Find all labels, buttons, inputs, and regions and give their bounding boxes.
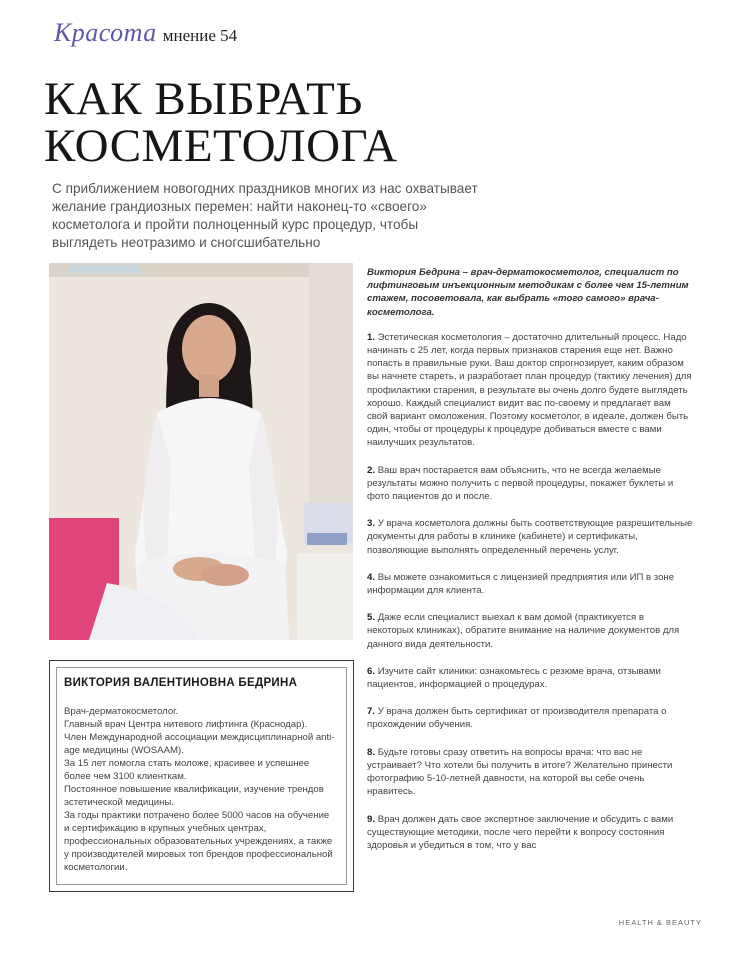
article-point [367, 331, 693, 450]
point-number: 1. [367, 331, 376, 343]
section-subtitle: мнение 54 [162, 26, 238, 45]
article-point [367, 464, 693, 504]
point-text: У врача должен быть сертификат от производителя препарата о прохождении обучения. [367, 706, 667, 731]
point-number: 7. [367, 706, 376, 718]
point-number: 5. [367, 612, 376, 624]
article-point [367, 705, 693, 731]
point-number: 3. [367, 518, 376, 530]
article-point [367, 571, 693, 597]
article-lead: С приближением новогодних праздников многих из нас охватывает желание грандиозных перемен: найти наконец-то «своего» косметолога и пройти полноценный курс процедур, чтобы выглядеть неотразимо и сногсшибательно [52, 181, 478, 250]
article-point [367, 665, 693, 691]
article-point [367, 813, 693, 853]
point-text: Вы можете ознакомиться с лицензией предприятия или ИП в зоне информации для клиента. [367, 571, 675, 597]
bio-box [49, 660, 354, 892]
article-body [367, 266, 693, 866]
section-title: Красота [54, 18, 157, 47]
magazine-header [54, 18, 237, 52]
bio-line: Врач-дерматокосметолог. [64, 706, 179, 717]
bio-line: За 15 лет помогла стать моложе, красивее и успешнее более чем 3100 клиенткам. [64, 758, 310, 782]
article-point [367, 517, 693, 557]
headline-line-1: КАК ВЫБРАТЬ [44, 73, 363, 125]
bio-name: ВИКТОРИЯ ВАЛЕНТИНОВНА БЕДРИНА [64, 677, 298, 689]
article-headline [44, 73, 644, 172]
article-point [367, 611, 693, 651]
bio-line: Главный врач Центра нитевого лифтинга (Краснодар). [64, 719, 308, 730]
point-text: Изучите сайт клиники: ознакомьтесь с резюме врача, отзывами пациентов, информацией о процедурах. [367, 665, 661, 691]
portrait-photo [49, 263, 353, 640]
point-number: 8. [367, 746, 376, 758]
point-number: 2. [367, 464, 376, 476]
point-number: 9. [367, 813, 376, 825]
bio-line: Член Международной ассоциации междисциплинарной anti-age медицины (WOSAAM). [64, 732, 335, 756]
headline-line-2: КОСМЕТОЛОГА [44, 120, 398, 172]
article-point [367, 746, 693, 799]
bio-text [64, 705, 336, 874]
bio-line: Постоянное повышение квалификации, изучение трендов эстетической медицины. [64, 784, 324, 808]
bio-line: За годы практики потрачено более 5000 часов на обучение и сертификацию в крупных учебных центрах, профессиональных образовательных учреждениях, а также у производителей мировых топ брендов профессиональной косметологии. [64, 810, 333, 873]
point-text: Врач должен дать свое экспертное заключение и обсудить с вами существующие методики, после чего перейти к вопросу состояния здоровья и убедиться в том, что у вас [367, 813, 674, 851]
portrait-illustration [49, 263, 353, 640]
point-text: Эстетическая косметология – достаточно длительный процесс. Надо начинать с 25 лет, когда первых признаков старения еще нет. Важно попасть в правильные руки. Ваш доктор спрогнозирует, каким образом вы начнете стареть, и разработает план процедур (тактику лечения) для профилактики старения, в результате вы очень долго будете выглядеть хорошо. Каждый специалист видит вас по-своему и предлагает вам свой вариант омоложения. Поэтому косметолог, в идеале, должен быть один, чтобы от процедуры к процедуре добиваться вместе с вами наилучших результатов. [367, 331, 692, 449]
point-number: 4. [367, 571, 376, 583]
point-text: Будьте готовы сразу ответить на вопросы врача: что вас не устраивает? Что хотели бы получить в итоге? Желательно принести фотографию 5-10-летней давности, на которой вы себе очень нравитесь. [367, 746, 673, 798]
point-text: Ваш врач постарается вам объяснить, что не всегда желаемые результаты можно получить с первой процедуры, покажет буклеты и фото пациентов до и после. [367, 464, 674, 503]
magazine-footer: HEALTH & BEAUTY [618, 918, 702, 927]
point-number: 6. [367, 665, 376, 677]
point-text: Даже если специалист выехал к вам домой (практикуется в некоторых клиниках), обратите внимание на наличие документов для данного вида деятельности. [367, 612, 680, 650]
article-intro: Виктория Бедрина – врач-дерматокосметолог, специалист по лифтинговым инъекционным методикам с более чем 15-летним стажем, посоветовала, как выбрать «того самого» врача-косметолога. [367, 267, 689, 318]
point-text: У врача косметолога должны быть соответствующие разрешительные документы для работы в клинике (кабинете) и сертификаты, позволяющие выполнять определенный перечень услуг. [367, 518, 693, 556]
